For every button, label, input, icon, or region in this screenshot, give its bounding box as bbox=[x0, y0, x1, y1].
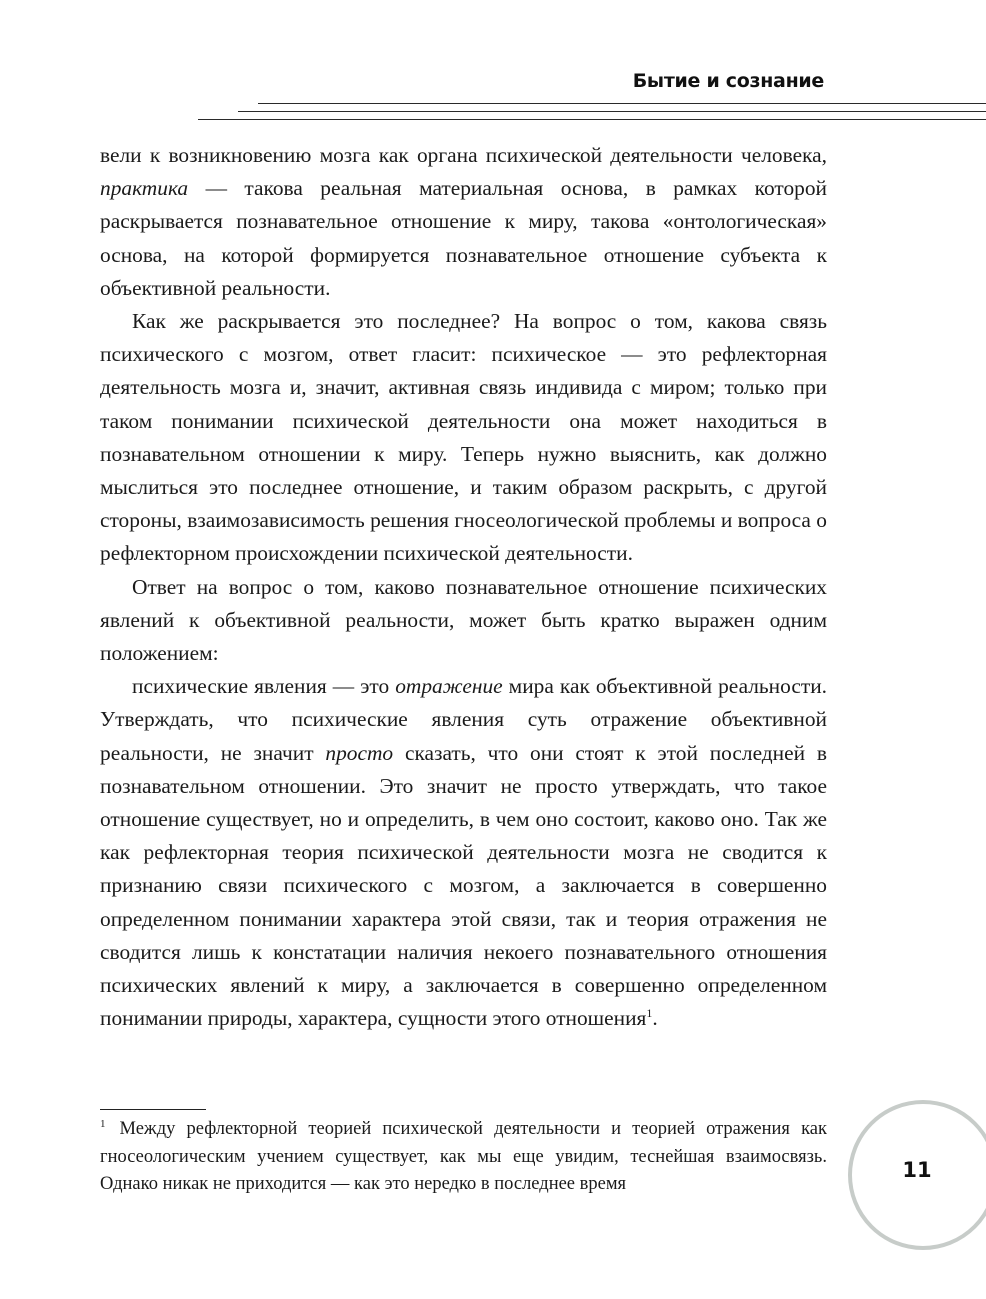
header-rule-2 bbox=[238, 111, 986, 112]
footnote-text: Между рефлекторной теорией психической деятельности и теорией отражения как гносеологическим учением существует, как мы еще увидим, теснейшая взаимосвязь. Однако никак не приходится — как это нередко в последнее время bbox=[100, 1119, 827, 1194]
header-rule-1 bbox=[258, 103, 986, 104]
footnote-separator bbox=[100, 1109, 206, 1110]
paragraph-4-part-c: сказать, что они стоят к этой последней в познавательном отношении. Это значит не просто утверждать, что такое отношение существует, но и определить, в чем оно состоит, каково оно. Так же как рефлекторная теория психической деятельности мозга не сводится к признанию связи психического с мозгом, а заключается в совершенно определенном понимании характера этой связи, так и теория отражения не сводится лишь к констатации наличия некоего познавательного отношения психических явлений к миру, а заключается в совершенно определенном понимании природы, характера, сущности этого отношения bbox=[100, 740, 827, 1031]
paragraph-3: Ответ на вопрос о том, каково познавательное отношение психических явлений к объективной реальности, может быть кратко выражен одним положением: bbox=[100, 574, 827, 666]
paragraph-4-part-d: . bbox=[652, 1006, 658, 1031]
body-text bbox=[100, 139, 827, 1035]
paragraph-4-part-a: психические явления — это bbox=[132, 674, 396, 699]
paragraph-1-part-b: — такова реальная материальная основа, в рамках которой раскрывается познавательное отношение к миру, такова «онтологическая» основа, на которой формируется познавательное отношение субъекта к объективной реальности. bbox=[100, 176, 827, 300]
header-rule-3 bbox=[198, 119, 986, 120]
paragraph-4-part-b: мира как объективной реальности. Утверждать, что психические явления суть отражение объективной реальности, не значит bbox=[100, 674, 827, 765]
footnote bbox=[100, 1116, 827, 1199]
paragraph-4 bbox=[100, 670, 827, 1035]
emphasis-praktika: практика bbox=[100, 176, 189, 201]
paragraph-1 bbox=[100, 139, 827, 305]
running-title: Бытие и сознание bbox=[632, 70, 824, 92]
footnote-ref[interactable]: 1 bbox=[646, 1006, 653, 1021]
emphasis-otrazhenie: отражение bbox=[395, 674, 503, 699]
emphasis-prosto: просто bbox=[325, 740, 394, 765]
paragraph-2: Как же раскрывается это последнее? На вопрос о том, какова связь психического с мозгом, ответ гласит: психическое — это рефлекторная деятельность мозга и, значит, активная связь индивида с миром; только при таком понимании психической деятельности она может находиться в познавательном отношении к миру. Теперь нужно выяснить, как должно мыслиться это последнее отношение, и таким образом раскрыть, с другой стороны, взаимозависимость решения гносеологической проблемы и вопроса о рефлекторном происхождении психической деятельности. bbox=[100, 309, 827, 566]
page-number: 11 bbox=[902, 1158, 932, 1182]
footnote-mark: 1 bbox=[100, 1117, 106, 1130]
paragraph-1-part-a: вели к возникновению мозга как органа психической деятельности человека, bbox=[100, 143, 827, 167]
